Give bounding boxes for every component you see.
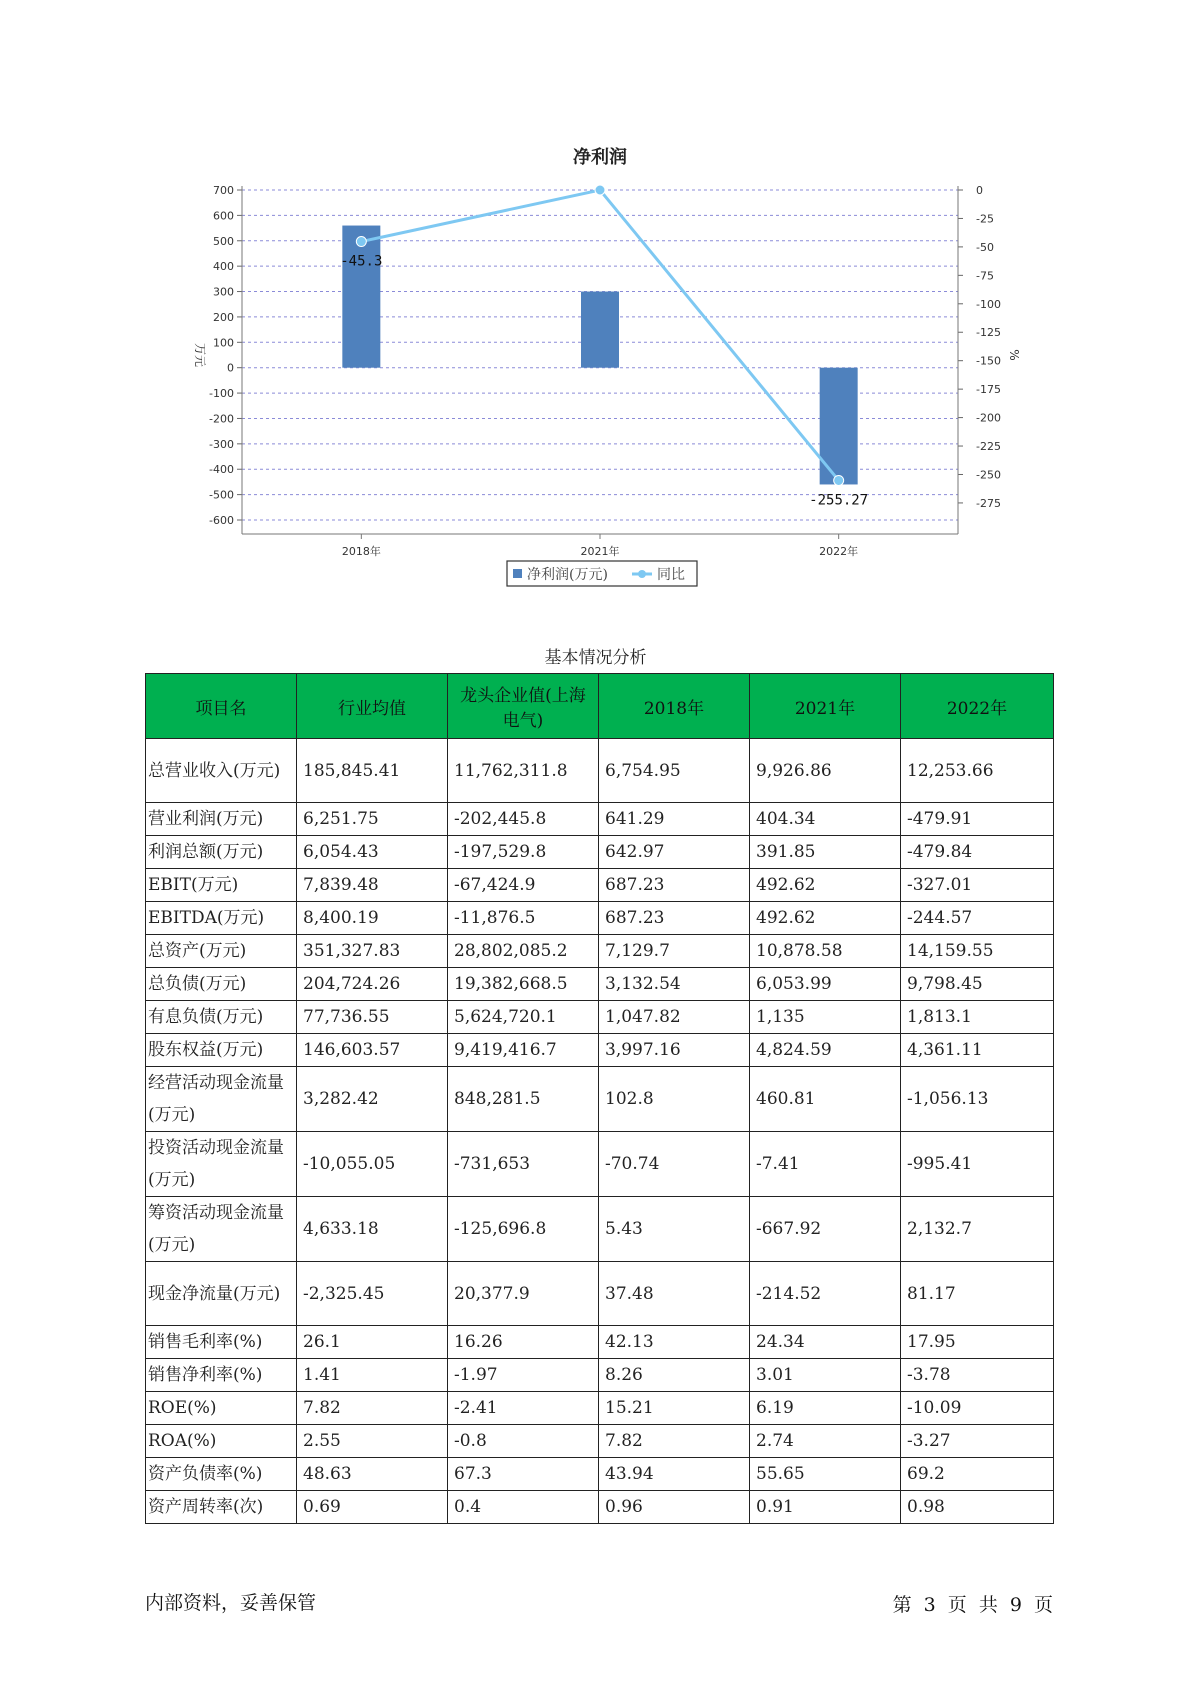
value-cell: -10.09	[901, 1392, 1054, 1425]
value-cell: -327.01	[901, 869, 1054, 902]
value-cell: 0.91	[750, 1491, 901, 1524]
value-cell: 20,377.9	[448, 1262, 599, 1326]
row-name-cell: ROA(%)	[146, 1425, 297, 1458]
value-cell: 351,327.83	[297, 935, 448, 968]
value-cell: 6,754.95	[599, 739, 750, 803]
y-tick-label: -300	[209, 437, 234, 451]
value-cell: 3,997.16	[599, 1034, 750, 1067]
y-tick-label: 0	[227, 361, 234, 375]
y2-tick-label: 0	[976, 184, 983, 197]
yoy-point	[595, 185, 605, 195]
row-name-cell: 股东权益(万元)	[146, 1034, 297, 1067]
value-cell: -11,876.5	[448, 902, 599, 935]
value-cell: 0.69	[297, 1491, 448, 1524]
row-name-cell: 资产周转率(次)	[146, 1491, 297, 1524]
value-cell: 687.23	[599, 869, 750, 902]
y-axis-title: 万元	[193, 342, 207, 368]
legend-label: 净利润(万元)	[527, 567, 608, 583]
value-cell: 6,251.75	[297, 803, 448, 836]
value-cell: 7,839.48	[297, 869, 448, 902]
footer-confidential-note: 内部资料，妥善保管	[145, 1592, 317, 1614]
value-cell: -479.84	[901, 836, 1054, 869]
value-cell: 4,824.59	[750, 1034, 901, 1067]
table-row	[146, 1359, 1054, 1392]
value-cell: 67.3	[448, 1458, 599, 1491]
y2-tick-label: -175	[976, 383, 1001, 397]
bar	[820, 368, 858, 485]
value-cell: 102.8	[599, 1067, 750, 1132]
legend-line-marker	[638, 570, 646, 578]
value-cell: 16.26	[448, 1326, 599, 1359]
x-tick-label: 2021年	[580, 545, 620, 558]
row-name-cell: 总负债(万元)	[146, 968, 297, 1001]
value-cell: 404.34	[750, 803, 901, 836]
value-cell: 3,132.54	[599, 968, 750, 1001]
value-cell: 1,135	[750, 1001, 901, 1034]
row-name-cell: 销售净利率(%)	[146, 1359, 297, 1392]
value-cell: 3,282.42	[297, 1067, 448, 1132]
table-row	[146, 1132, 1054, 1197]
y2-tick-label: -100	[976, 297, 1001, 311]
row-name-cell: 总营业收入(万元)	[146, 739, 297, 803]
chart-svg	[0, 0, 1191, 600]
table-row	[146, 869, 1054, 902]
value-cell: 19,382,668.5	[448, 968, 599, 1001]
y-tick-label: 100	[213, 336, 234, 350]
legend-bar-swatch	[513, 569, 522, 578]
value-cell: 48.63	[297, 1458, 448, 1491]
row-name-cell: EBIT(万元)	[146, 869, 297, 902]
value-cell: 11,762,311.8	[448, 739, 599, 803]
value-cell: 0.4	[448, 1491, 599, 1524]
value-cell: 2.74	[750, 1425, 901, 1458]
value-cell: -125,696.8	[448, 1197, 599, 1262]
table-row	[146, 1425, 1054, 1458]
value-cell: 0.96	[599, 1491, 750, 1524]
y2-tick-label: -225	[976, 440, 1001, 454]
y-tick-label: -100	[209, 387, 234, 401]
table-row	[146, 1392, 1054, 1425]
y-tick-label: 500	[213, 234, 234, 248]
value-cell: 28,802,085.2	[448, 935, 599, 968]
value-cell: 7.82	[599, 1425, 750, 1458]
row-name-cell: 营业利润(万元)	[146, 803, 297, 836]
value-cell: -1,056.13	[901, 1067, 1054, 1132]
value-cell: 6.19	[750, 1392, 901, 1425]
value-cell: 8,400.19	[297, 902, 448, 935]
value-cell: 7,129.7	[599, 935, 750, 968]
value-cell: -995.41	[901, 1132, 1054, 1197]
footer-page-number: 第 3 页 共 9 页	[892, 1594, 1053, 1616]
value-cell: 9,419,416.7	[448, 1034, 599, 1067]
table-row	[146, 1458, 1054, 1491]
table-row	[146, 1034, 1054, 1067]
value-cell: -2,325.45	[297, 1262, 448, 1326]
value-cell: 81.17	[901, 1262, 1054, 1326]
y-tick-label: 700	[213, 184, 234, 197]
value-cell: -202,445.8	[448, 803, 599, 836]
y2-axis-title: %	[1007, 349, 1021, 361]
value-cell: -1.97	[448, 1359, 599, 1392]
value-cell: -2.41	[448, 1392, 599, 1425]
value-cell: -7.41	[750, 1132, 901, 1197]
table-row	[146, 968, 1054, 1001]
value-cell: 492.62	[750, 869, 901, 902]
row-name-cell: 利润总额(万元)	[146, 836, 297, 869]
row-name-cell: 现金净流量(万元)	[146, 1262, 297, 1326]
data-label: -255.27	[809, 492, 869, 509]
y-tick-label: -200	[209, 412, 234, 426]
value-cell: 204,724.26	[297, 968, 448, 1001]
value-cell: 0.98	[901, 1491, 1054, 1524]
y-tick-label: -500	[209, 488, 234, 502]
y2-tick-label: -75	[976, 269, 994, 283]
value-cell: -667.92	[750, 1197, 901, 1262]
y-tick-label: 400	[213, 260, 234, 274]
y-tick-label: 600	[213, 209, 234, 223]
value-cell: 6,053.99	[750, 968, 901, 1001]
value-cell: -214.52	[750, 1262, 901, 1326]
y-tick-label: -600	[209, 514, 234, 527]
value-cell: 77,736.55	[297, 1001, 448, 1034]
value-cell: 15.21	[599, 1392, 750, 1425]
data-label: -45.3	[340, 253, 383, 270]
y2-tick-label: -25	[976, 212, 994, 226]
table-body	[146, 739, 1054, 1524]
table-row	[146, 1001, 1054, 1034]
table-header-row	[146, 674, 1054, 739]
table-row	[146, 1067, 1054, 1132]
header-cell: 龙头企业值(上海电气)	[448, 674, 599, 739]
value-cell: 391.85	[750, 836, 901, 869]
value-cell: 14,159.55	[901, 935, 1054, 968]
header-cell: 项目名	[146, 674, 297, 739]
value-cell: 42.13	[599, 1326, 750, 1359]
value-cell: 69.2	[901, 1458, 1054, 1491]
value-cell: 146,603.57	[297, 1034, 448, 1067]
value-cell: 8.26	[599, 1359, 750, 1392]
row-name-cell: 有息负债(万元)	[146, 1001, 297, 1034]
value-cell: -0.8	[448, 1425, 599, 1458]
y2-tick-label: -125	[976, 326, 1001, 340]
row-name-cell: ROE(%)	[146, 1392, 297, 1425]
y-tick-label: 200	[213, 310, 234, 324]
value-cell: 2.55	[297, 1425, 448, 1458]
table-row	[146, 1262, 1054, 1326]
value-cell: 12,253.66	[901, 739, 1054, 803]
x-tick-label: 2018年	[341, 545, 381, 558]
value-cell: 17.95	[901, 1326, 1054, 1359]
value-cell: 642.97	[599, 836, 750, 869]
value-cell: 2,132.7	[901, 1197, 1054, 1262]
table-row	[146, 902, 1054, 935]
value-cell: 687.23	[599, 902, 750, 935]
value-cell: 492.62	[750, 902, 901, 935]
legend-label: 同比	[657, 567, 685, 583]
value-cell: -197,529.8	[448, 836, 599, 869]
row-name-cell: 总资产(万元)	[146, 935, 297, 968]
value-cell: 460.81	[750, 1067, 901, 1132]
value-cell: 9,798.45	[901, 968, 1054, 1001]
row-name-cell: EBITDA(万元)	[146, 902, 297, 935]
x-tick-label: 2022年	[819, 545, 859, 558]
value-cell: 6,054.43	[297, 836, 448, 869]
row-name-cell: 筹资活动现金流量(万元)	[146, 1197, 297, 1262]
value-cell: 4,361.11	[901, 1034, 1054, 1067]
value-cell: 26.1	[297, 1326, 448, 1359]
y2-tick-label: -50	[976, 240, 994, 254]
table-row	[146, 803, 1054, 836]
basic-analysis-table	[145, 673, 1054, 1524]
value-cell: -70.74	[599, 1132, 750, 1197]
value-cell: 10,878.58	[750, 935, 901, 968]
y2-tick-label: -275	[976, 496, 1001, 510]
value-cell: -3.27	[901, 1425, 1054, 1458]
value-cell: 185,845.41	[297, 739, 448, 803]
value-cell: 43.94	[599, 1458, 750, 1491]
value-cell: -10,055.05	[297, 1132, 448, 1197]
value-cell: 9,926.86	[750, 739, 901, 803]
value-cell: 1,813.1	[901, 1001, 1054, 1034]
value-cell: -244.57	[901, 902, 1054, 935]
header-cell: 2022年	[901, 674, 1054, 739]
value-cell: 55.65	[750, 1458, 901, 1491]
y2-tick-label: -200	[976, 411, 1001, 425]
row-name-cell: 经营活动现金流量(万元)	[146, 1067, 297, 1132]
yoy-point	[834, 475, 844, 485]
row-name-cell: 资产负债率(%)	[146, 1458, 297, 1491]
table-row	[146, 1326, 1054, 1359]
value-cell: -479.91	[901, 803, 1054, 836]
value-cell: 3.01	[750, 1359, 901, 1392]
value-cell: -67,424.9	[448, 869, 599, 902]
value-cell: -731,653	[448, 1132, 599, 1197]
table-row	[146, 1491, 1054, 1524]
yoy-point	[356, 237, 366, 247]
y-tick-label: 300	[213, 285, 234, 299]
value-cell: 24.34	[750, 1326, 901, 1359]
value-cell: 7.82	[297, 1392, 448, 1425]
bar	[581, 292, 619, 368]
value-cell: 4,633.18	[297, 1197, 448, 1262]
chart-title: 净利润	[573, 147, 627, 168]
value-cell: 848,281.5	[448, 1067, 599, 1132]
table-row	[146, 935, 1054, 968]
table-row	[146, 1197, 1054, 1262]
row-name-cell: 销售毛利率(%)	[146, 1326, 297, 1359]
row-name-cell: 投资活动现金流量(万元)	[146, 1132, 297, 1197]
value-cell: 37.48	[599, 1262, 750, 1326]
header-cell: 2021年	[750, 674, 901, 739]
header-cell: 2018年	[599, 674, 750, 739]
value-cell: -3.78	[901, 1359, 1054, 1392]
table-row	[146, 836, 1054, 869]
net-profit-chart	[0, 0, 1191, 600]
value-cell: 641.29	[599, 803, 750, 836]
table-caption: 基本情况分析	[544, 648, 647, 668]
table-row	[146, 739, 1054, 803]
value-cell: 1,047.82	[599, 1001, 750, 1034]
header-cell: 行业均值	[297, 674, 448, 739]
y-tick-label: -400	[209, 463, 234, 477]
y2-tick-label: -250	[976, 468, 1001, 482]
value-cell: 1.41	[297, 1359, 448, 1392]
value-cell: 5.43	[599, 1197, 750, 1262]
value-cell: 5,624,720.1	[448, 1001, 599, 1034]
y2-tick-label: -150	[976, 354, 1001, 368]
